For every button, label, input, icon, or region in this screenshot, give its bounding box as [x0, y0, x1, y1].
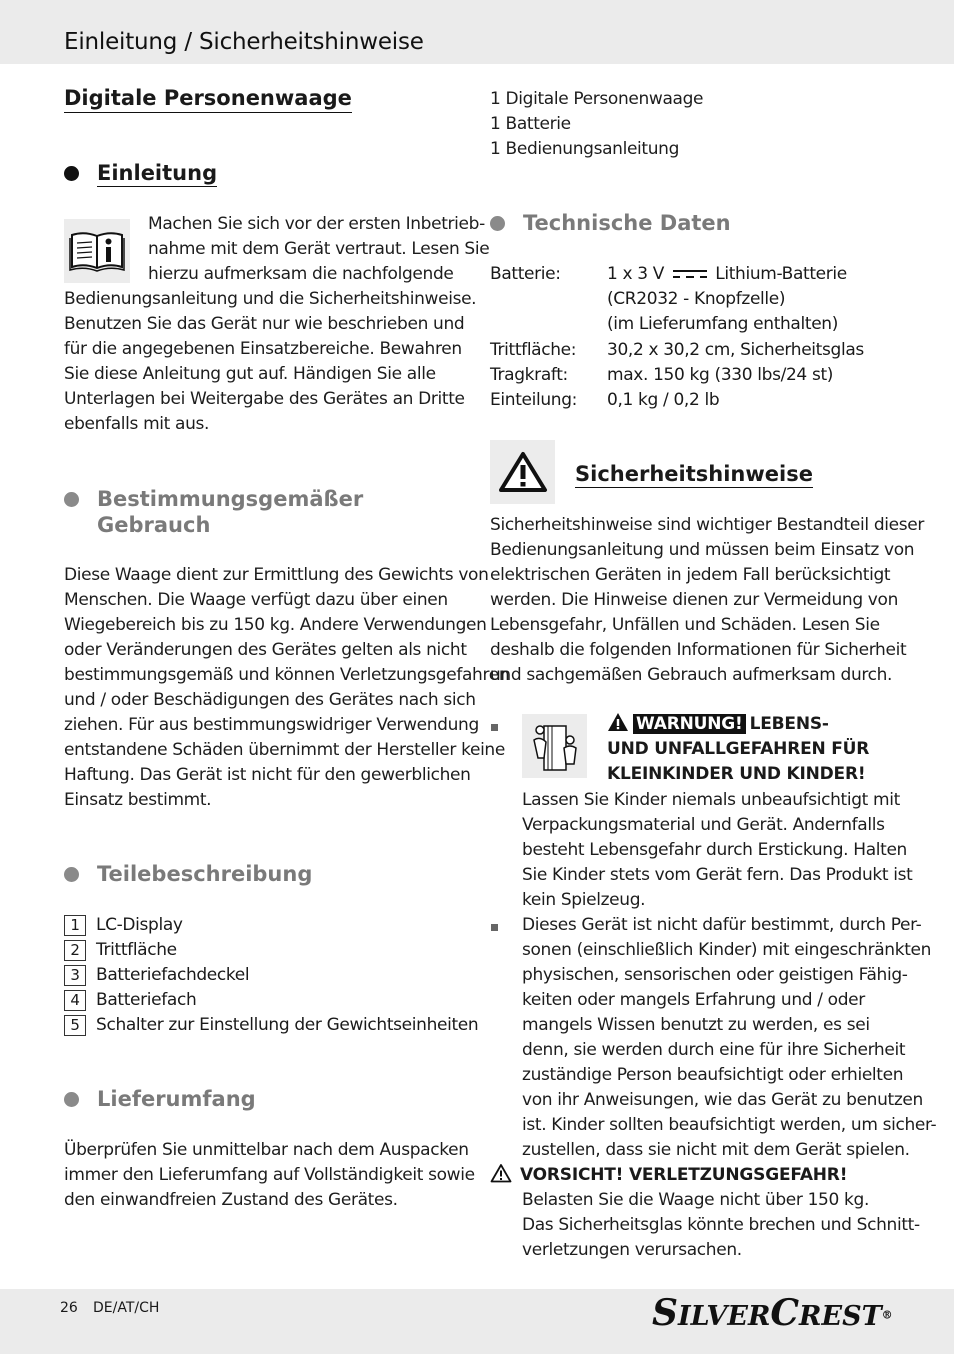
text-line: von ihr Anweisungen, wie das Gerät zu benutzen [522, 1090, 923, 1110]
text-line: oder Veränderungen des Gerätes gelten als nicht [64, 640, 467, 660]
text-line: kein Spielzeug. [522, 890, 646, 910]
text-line: Belasten Sie die Waage nicht über 150 kg. [522, 1190, 870, 1210]
warning-tag: WARNUNG! [633, 714, 746, 734]
section-heading-technische-daten: Technische Daten [490, 210, 731, 236]
text-line: für die angegebenen Einsatzbereiche. Bewahren [64, 339, 462, 359]
spec-key: Trittfläche: [490, 340, 577, 360]
text-line: bestimmungsgemäß und können Verletzungsgefahren [64, 665, 510, 685]
part-label: Schalter zur Einstellung der Gewichtseinheiten [96, 1015, 479, 1035]
spec-value: max. 150 kg (330 lbs/24 st) [607, 365, 834, 385]
text-line: Sie Kinder stets vom Gerät fern. Das Produkt ist [522, 865, 913, 885]
warning-text [522, 788, 913, 913]
spec-key: Tragkraft: [490, 365, 568, 385]
list-item: 1 Digitale Personenwaage [490, 89, 704, 109]
child-safety-icon [522, 714, 587, 778]
text-line: Dieses Gerät ist nicht dafür bestimmt, durch Per- [522, 915, 922, 935]
bullet-dot-icon [64, 1092, 79, 1107]
text-line: Einsatz bestimmt. [64, 790, 212, 810]
text-line: zuständige Person beaufsichtigt oder erhielten [522, 1065, 904, 1085]
warning-heading-line1: WARNUNG! LEBENS- [607, 712, 829, 737]
text-line: keiten oder mangels Erfahrung und / oder [522, 990, 865, 1010]
dc-symbol-icon [673, 268, 707, 280]
region-code: DE/AT/CH [93, 1300, 160, 1316]
text-line: Lassen Sie Kinder niemals unbeaufsichtigt mit [522, 790, 900, 810]
bullet-dot-icon [64, 492, 79, 507]
part-label: Batteriefach [96, 990, 197, 1010]
text-line: denn, sie werden durch eine für ihre Sicherheit [522, 1040, 906, 1060]
bullet-dot-icon [64, 867, 79, 882]
text-line: besteht Lebensgefahr durch Erstickung. Halten [522, 840, 907, 860]
section-heading-teile: Teilebeschreibung [64, 861, 312, 887]
bullet2-text [522, 913, 936, 1163]
text-line: Das Sicherheitsglas könnte brechen und Schnitt- [522, 1215, 920, 1235]
section-heading-einleitung: Einleitung [64, 160, 217, 187]
lieferumfang-text [64, 1138, 475, 1213]
spec-value: (CR2032 - Knopfzelle) [607, 289, 786, 309]
text-line: Machen Sie sich vor der ersten Inbetrieb- [148, 214, 485, 234]
list-item: 1 Batterie [490, 114, 571, 134]
section-heading-bestimmung: Bestimmungsgemäßer Gebrauch [64, 486, 363, 538]
part-label: Batteriefachdeckel [96, 965, 250, 985]
part-label: LC-Display [96, 915, 183, 935]
page-number: 26 [60, 1300, 78, 1316]
text-line: verletzungen verursachen. [522, 1240, 742, 1260]
einleitung-text-wrap [148, 212, 489, 287]
page-header-title: Einleitung / Sicherheitshinweise [64, 29, 424, 55]
text-line: Verpackungsmaterial und Gerät. Andernfalls [522, 815, 885, 835]
text-line: Benutzen Sie das Gerät nur wie beschrieben und [64, 314, 465, 334]
text-line: Menschen. Die Waage verfügt dazu über einen [64, 590, 448, 610]
text-line: physischen, sensorischen oder geistigen Fähig- [522, 965, 908, 985]
einleitung-text-rest [64, 287, 476, 437]
caution-heading: VORSICHT! VERLETZUNGSGEFAHR! [490, 1163, 847, 1188]
section-heading-lieferumfang: Lieferumfang [64, 1086, 256, 1112]
text-line: und / oder Beschädigungen des Gerätes nach sich [64, 690, 476, 710]
bestimmung-text [64, 563, 509, 813]
text-line: Diese Waage dient zur Ermittlung des Gewichts von [64, 565, 489, 585]
list-item: 1 Bedienungsanleitung [490, 139, 680, 159]
warning-heading-line3: KLEINKINDER UND KINDER! [607, 764, 866, 784]
spec-value: (im Lieferumfang enthalten) [607, 314, 839, 334]
text-line: ebenfalls mit aus. [64, 414, 210, 434]
bullet-square-icon [491, 724, 498, 731]
part-number: 5 [64, 1015, 86, 1036]
part-number: 1 [64, 915, 86, 936]
spec-key: Einteilung: [490, 390, 578, 410]
text-line: sonen (einschließlich Kinder) mit eingeschränkten [522, 940, 932, 960]
warning-heading-line2: UND UNFALLGEFAHREN FÜR [607, 739, 870, 759]
part-label: Trittfläche [96, 940, 177, 960]
section-heading-sicherheitshinweise: Sicherheitshinweise [575, 462, 813, 486]
text-line: mangels Wissen benutzt zu werden, es sei [522, 1015, 870, 1035]
text-line: ist. Kinder sollten beaufsichtigt werden, um sicher- [522, 1115, 937, 1135]
silvercrest-logo: SILVERCREST® [652, 1292, 893, 1334]
spec-value: 30,2 x 30,2 cm, Sicherheitsglas [607, 340, 864, 360]
text-line: deshalb die folgenden Informationen für Sicherheit [490, 640, 907, 660]
text-line: immer den Lieferumfang auf Vollständigkeit sowie [64, 1165, 475, 1185]
text-line: Sicherheitshinweise sind wichtiger Bestandteil dieser [490, 515, 925, 535]
part-number: 2 [64, 940, 86, 961]
bullet-dot-icon [490, 216, 505, 231]
lieferumfang-items [490, 87, 703, 162]
spec-value: 1 x 3 V Lithium-Batterie [607, 264, 847, 284]
text-line: nahme mit dem Gerät vertraut. Lesen Sie [148, 239, 490, 259]
text-line: Haftung. Das Gerät ist nicht für den gewerblichen [64, 765, 471, 785]
info-book-icon [64, 219, 130, 283]
text-line: Bedienungsanleitung und die Sicherheitshinweise. [64, 289, 477, 309]
part-number: 4 [64, 990, 86, 1011]
main-title: Digitale Personenwaage [64, 84, 352, 113]
text-line: hierzu aufmerksam die nachfolgende [148, 264, 454, 284]
bullet-dot-icon [64, 166, 79, 181]
text-line: Überprüfen Sie unmittelbar nach dem Auspacken [64, 1140, 469, 1160]
text-line: zustellen, dass sie nicht mit dem Gerät spielen. [522, 1140, 910, 1160]
caution-text [522, 1188, 920, 1263]
text-line: ziehen. Für aus bestimmungswidriger Verwendung [64, 715, 479, 735]
text-line: entstandene Schäden übernimmt der Hersteller keine [64, 740, 505, 760]
spec-key: Batterie: [490, 264, 561, 284]
text-line: Unterlagen bei Weitergabe des Gerätes an Dritte [64, 389, 465, 409]
text-line: elektrischen Geräten in jedem Fall berücksichtigt [490, 565, 891, 585]
text-line: den einwandfreien Zustand des Gerätes. [64, 1190, 398, 1210]
text-line: Sie diese Anleitung gut auf. Händigen Sie alle [64, 364, 436, 384]
text-line: Bedienungsanleitung und müssen beim Einsatz von [490, 540, 915, 560]
sicherheit-text [490, 513, 924, 688]
text-line: Lebensgefahr, Unfällen und Schäden. Lesen Sie [490, 615, 880, 635]
text-line: werden. Die Hinweise dienen zur Vermeidung von [490, 590, 898, 610]
text-line: und sachgemäßen Gebrauch aufmerksam durch. [490, 665, 893, 685]
part-number: 3 [64, 965, 86, 986]
bullet-square-icon [491, 924, 498, 931]
text-line: Wiegebereich bis zu 150 kg. Andere Verwendungen [64, 615, 487, 635]
warning-triangle-icon [490, 440, 555, 504]
caution-triangle-icon [490, 1163, 512, 1183]
spec-value: 0,1 kg / 0,2 lb [607, 390, 720, 410]
warning-small-icon [607, 712, 629, 732]
